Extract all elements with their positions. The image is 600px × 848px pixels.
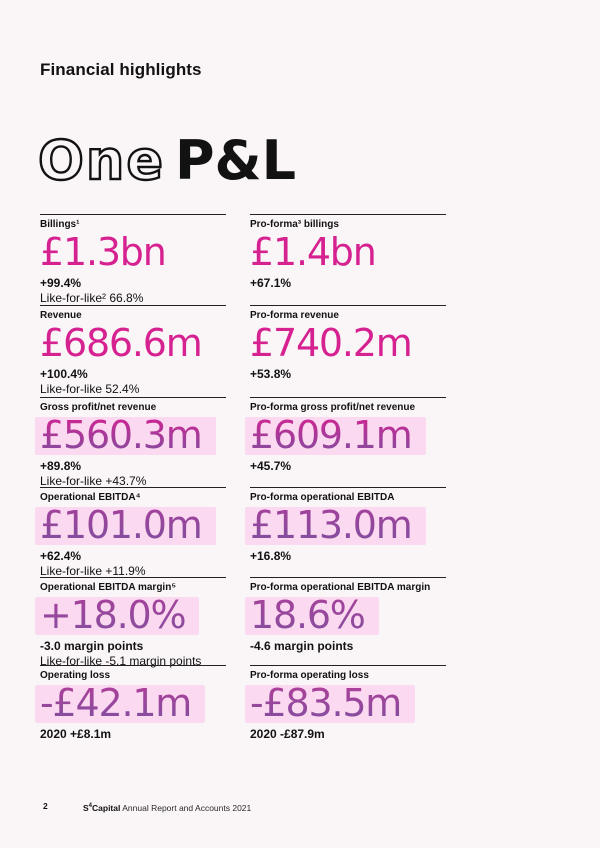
metric-revenue — [40, 305, 226, 397]
metric-value-highlight — [35, 593, 199, 637]
metric-like-for-like: Like-for-like -5.1 margin points — [40, 654, 202, 669]
metric-like-for-like: Like-for-like² 66.8% — [40, 291, 144, 306]
metric-label: Pro-forma gross profit/net revenue — [250, 402, 416, 413]
metric-label: Billings¹ — [40, 219, 80, 230]
metric-value: £101.0m — [40, 503, 202, 547]
page-number: 2 — [43, 801, 48, 811]
metric-value: £1.4bn — [250, 230, 376, 274]
metric-value-highlight — [35, 681, 205, 725]
metric-proforma-gross-profit — [250, 397, 446, 487]
metric-proforma-operational-ebitda — [250, 487, 446, 577]
metric-value-highlight — [245, 503, 426, 547]
metric-value-highlight — [35, 230, 180, 274]
metric-proforma-revenue — [250, 305, 446, 397]
metric-change: +99.4% — [40, 276, 82, 291]
metric-change: +89.8% — [40, 459, 82, 474]
metric-value-highlight — [245, 230, 390, 274]
metric-operating-loss — [40, 665, 226, 755]
metric-change: -3.0 margin points — [40, 639, 144, 654]
metric-gross-profit — [40, 397, 226, 487]
metric-label: Gross profit/net revenue — [40, 402, 157, 413]
metric-value-highlight — [35, 503, 216, 547]
metric-billings — [40, 214, 226, 305]
metric-label: Pro-forma operational EBITDA — [250, 492, 395, 503]
metric-change: +67.1% — [250, 276, 292, 291]
metric-like-for-like: Like-for-like 52.4% — [40, 382, 140, 397]
metric-value: -£83.5m — [250, 681, 402, 725]
footer-brand — [83, 801, 251, 813]
metric-proforma-billings — [250, 214, 446, 305]
metric-value-highlight — [245, 321, 426, 365]
page-footer — [43, 801, 252, 813]
metric-label: Pro-forma³ billings — [250, 219, 339, 230]
metric-label: Pro-forma operational EBITDA margin — [250, 582, 431, 593]
metric-label: Operational EBITDA⁴ — [40, 492, 141, 503]
metric-label: Operating loss — [40, 670, 111, 681]
metric-change: +16.8% — [250, 549, 292, 564]
brand-suffix: Capital — [92, 803, 121, 813]
brand-prefix: S — [83, 803, 89, 813]
headline-solid-word: P&L — [174, 129, 297, 192]
metric-value-highlight — [245, 593, 379, 637]
brand-superscript: 4 — [88, 803, 93, 809]
metric-value: -£42.1m — [40, 681, 192, 725]
metric-value-highlight — [35, 413, 216, 457]
metric-change: 2020 +£8.1m — [40, 727, 112, 742]
metric-value-highlight — [245, 681, 415, 725]
metric-change: +45.7% — [250, 459, 292, 474]
metric-value: £609.1m — [250, 413, 412, 457]
metric-value: £740.2m — [250, 321, 412, 365]
headline-one-pl — [38, 129, 297, 192]
footer-report-title: Annual Report and Accounts 2021 — [120, 803, 252, 813]
metric-value: £560.3m — [40, 413, 202, 457]
metric-operational-ebitda — [40, 487, 226, 577]
metric-label: Revenue — [40, 310, 82, 321]
metric-label: Pro-forma operating loss — [250, 670, 369, 681]
metric-ebitda-margin — [40, 577, 226, 669]
metric-change: +53.8% — [250, 367, 292, 382]
metric-proforma-ebitda-margin — [250, 577, 446, 665]
metric-value: £1.3bn — [40, 230, 166, 274]
metric-change: 2020 -£87.9m — [250, 727, 325, 742]
metric-value-highlight — [245, 413, 426, 457]
brand-name — [83, 803, 120, 813]
metric-change: -4.6 margin points — [250, 639, 354, 654]
metric-change: +100.4% — [40, 367, 88, 382]
metric-value: £686.6m — [40, 321, 202, 365]
metric-value: £113.0m — [250, 503, 412, 547]
section-title: Financial highlights — [40, 60, 202, 79]
metric-like-for-like: Like-for-like +43.7% — [40, 474, 147, 489]
metric-value: 18.6% — [250, 593, 365, 637]
metric-proforma-operating-loss — [250, 665, 446, 755]
headline-outline-word: One — [38, 129, 165, 192]
metric-change: +62.4% — [40, 549, 82, 564]
metrics-grid — [40, 214, 446, 755]
metric-value-highlight — [35, 321, 216, 365]
metric-label: Operational EBITDA margin⁵ — [40, 582, 177, 593]
metric-label: Pro-forma revenue — [250, 310, 339, 321]
metric-value: +18.0% — [40, 593, 186, 637]
metric-like-for-like: Like-for-like +11.9% — [40, 564, 146, 579]
